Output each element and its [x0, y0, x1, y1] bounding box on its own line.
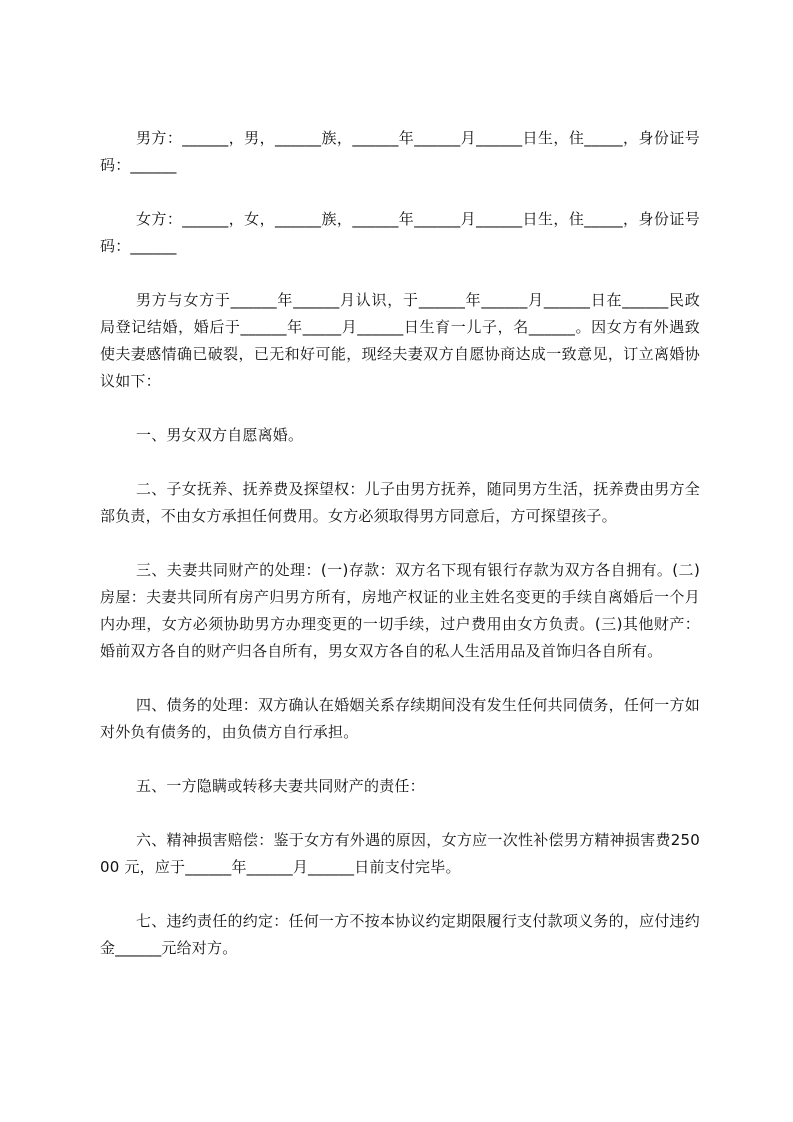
- clause-1-divorce: 一、男女双方自愿离婚。: [136, 426, 304, 444]
- clause-7-breach: 七、违约责任的约定：任何一方不按本协议约定期限履行支付款项义务的，应付违约金______元给对方。: [100, 912, 700, 957]
- clause-3-property: 三、夫妻共同财产的处理：(一)存款：双方名下现有银行存款为双方各自拥有。(二)房屋：夫妻共同所有房产归男方所有，房地产权证的业主姓名变更的手续自离婚后一个月内办理，女方必须协助男方办理变更的一切手续，过户费用由女方负责。(三)其他财产：婚前双方各自的财产归各自所有，男女双方各自的私人生活用品及首饰归各自所有。: [100, 561, 700, 660]
- paragraph-background: 男方与女方于______年______月认识，于______年______月______日在______民政局登记结婚，婚后于______年_____月______日生育一儿子，名______。因女方有外遇致使夫妻感情确已破裂，已无和好可能，现经夫妻双方自愿协商达成一致意见，订立离婚协议如下：: [100, 291, 700, 390]
- clause-5-concealment: 五、一方隐瞒或转移夫妻共同财产的责任：: [136, 777, 425, 795]
- paragraph-woman-info: 女方：______，女，______族，______年______月______日生，住_____，身份证号码：______: [100, 210, 700, 255]
- clause-4-debts: 四、债务的处理：双方确认在婚姻关系存续期间没有发生任何共同债务，任何一方如对外负有债务的，由负债方自行承担。: [100, 696, 700, 741]
- clause-6-compensation: 六、精神损害赔偿：鉴于女方有外遇的原因，女方应一次性补偿男方精神损害费25000 元，应于______年______月______日前支付完毕。: [100, 831, 700, 876]
- document-body: [100, 125, 700, 989]
- clause-2-child-custody: 二、子女抚养、抚养费及探望权：儿子由男方抚养，随同男方生活，抚养费由男方全部负责，不由女方承担任何费用。女方必须取得男方同意后，方可探望孩子。: [100, 480, 700, 525]
- paragraph-man-info: 男方：______，男，______族，______年______月______日生，住_____，身份证号码：______: [100, 129, 700, 174]
